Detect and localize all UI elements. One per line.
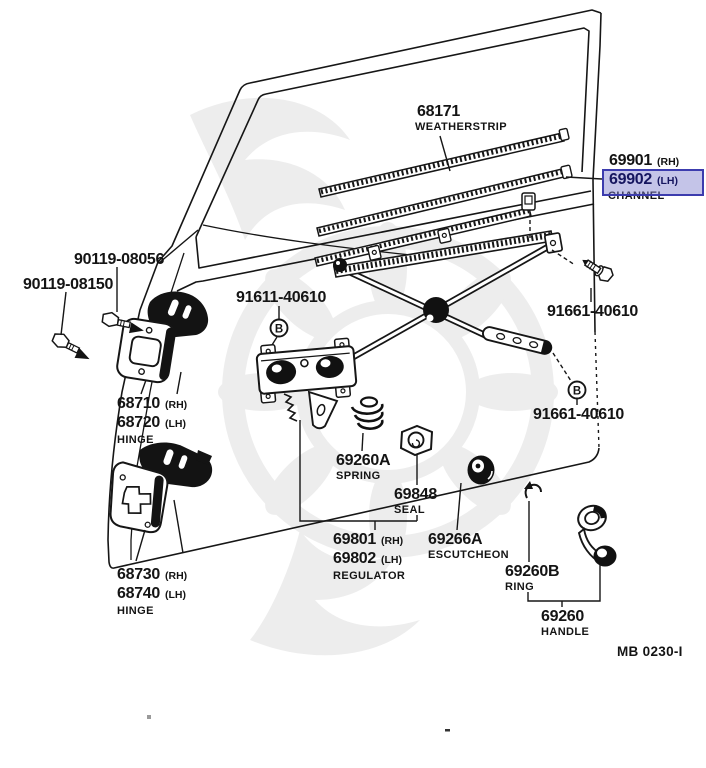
- part-name: HANDLE: [541, 626, 590, 638]
- part-number: 91661-40610: [533, 406, 625, 423]
- hinge-lower-drawing: [108, 443, 212, 534]
- part-side: (LH): [165, 589, 186, 601]
- part-number: 69901: [609, 152, 652, 169]
- label-spring[interactable]: [336, 452, 390, 482]
- part-name: HINGE: [117, 605, 154, 617]
- label-bolt-91661-40610-upper[interactable]: [547, 303, 638, 320]
- label-regulator[interactable]: [333, 531, 405, 582]
- spring-drawing: [352, 398, 382, 429]
- label-hinge-upper[interactable]: [117, 395, 187, 446]
- part-number: 69260: [541, 608, 584, 625]
- b-marker-lower: [569, 382, 586, 399]
- part-side: (RH): [165, 570, 188, 582]
- guide-screw-drawing: [578, 253, 615, 284]
- part-name: CHANNEL: [608, 190, 665, 202]
- part-number: 68171: [417, 103, 460, 120]
- part-number: 68740: [117, 585, 160, 602]
- hinge-bolt-lower-drawing: [49, 331, 94, 364]
- handle-drawing: [575, 502, 617, 566]
- part-name: RING: [505, 581, 535, 593]
- part-number: 69266A: [428, 531, 483, 548]
- label-channel-lh-highlighted[interactable]: [609, 171, 678, 190]
- part-number: 91611-40610: [236, 289, 327, 306]
- b-marker-letter: B: [572, 385, 582, 398]
- label-escutcheon[interactable]: [428, 531, 509, 561]
- part-side: (LH): [381, 554, 402, 566]
- weatherstrip-drawing: [319, 128, 569, 197]
- speck-dots: [147, 715, 450, 732]
- label-ring[interactable]: [505, 563, 559, 593]
- part-number: 69848: [394, 486, 437, 503]
- seal-drawing: [401, 426, 432, 455]
- label-bolt-91661-40610-lower[interactable]: [533, 406, 624, 423]
- part-side: (RH): [657, 156, 680, 168]
- b-marker-upper: [271, 320, 288, 337]
- part-name: SEAL: [394, 504, 425, 516]
- part-number: 68720: [117, 414, 160, 431]
- part-side: (RH): [165, 399, 188, 411]
- label-bolt-91611-40610[interactable]: [236, 289, 326, 306]
- part-number: 90119-08150: [23, 276, 114, 293]
- part-side: (LH): [165, 418, 186, 430]
- part-side: (RH): [381, 535, 404, 547]
- part-name: SPRING: [336, 470, 381, 482]
- part-name: REGULATOR: [333, 570, 406, 582]
- label-weatherstrip[interactable]: [417, 103, 507, 133]
- label-seal[interactable]: [394, 486, 437, 516]
- escutcheon-drawing: [468, 456, 495, 485]
- part-number: 69802: [333, 550, 376, 567]
- part-number: 69260A: [336, 452, 391, 469]
- hinge-upper-drawing: [116, 291, 208, 383]
- label-bolt-90119-08150[interactable]: [23, 276, 113, 293]
- part-number: 69801: [333, 531, 376, 548]
- part-number: 90119-08056: [74, 251, 165, 268]
- part-number: 69260B: [505, 563, 560, 580]
- guide-bar-drawing: [482, 326, 554, 356]
- part-number: 68710: [117, 395, 160, 412]
- part-name: ESCUTCHEON: [428, 549, 510, 561]
- part-number: 68730: [117, 566, 160, 583]
- label-hinge-lower[interactable]: [117, 566, 187, 617]
- label-channel-rh[interactable]: [609, 152, 679, 171]
- part-name: WEATHERSTRIP: [415, 121, 507, 133]
- label-bolt-90119-08056[interactable]: [74, 251, 164, 268]
- b-marker-letter: B: [274, 323, 284, 336]
- part-name: HINGE: [117, 434, 154, 446]
- diagram-code: MB 0230-I: [617, 644, 683, 659]
- part-side: (LH): [657, 175, 678, 187]
- part-number: 91661-40610: [547, 303, 639, 320]
- part-number: 69902: [609, 171, 652, 188]
- label-handle[interactable]: [541, 608, 589, 638]
- ring-drawing: [524, 481, 541, 498]
